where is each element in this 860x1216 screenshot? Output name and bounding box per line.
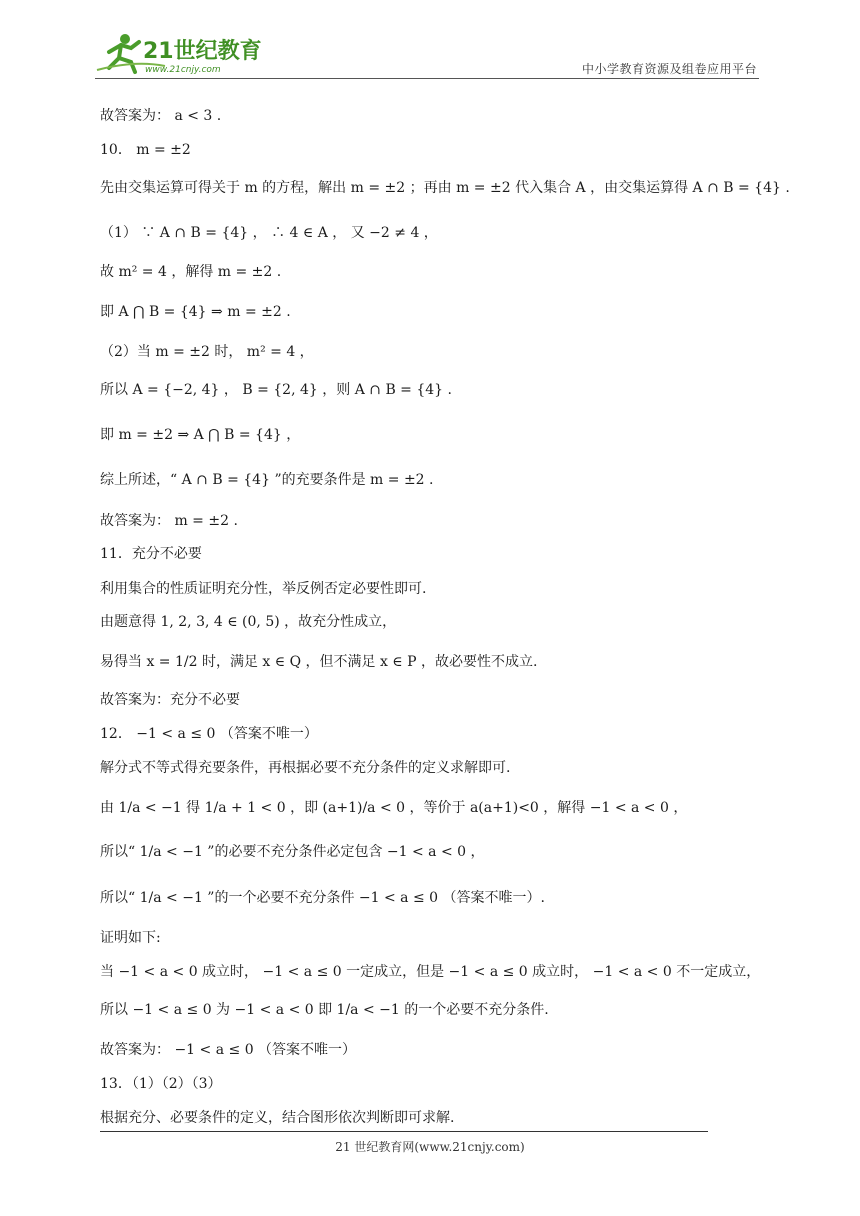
answer-line: 故答案为：充分不必要 [100,692,240,708]
answer-line: 故答案为： a < 3 . [100,108,222,124]
solution-line: 易得当 x = 1/2 时，满足 x ∈ Q ，但不满足 x ∈ P ，故必要性不成立. [100,654,538,670]
site-logo[interactable] [95,30,265,76]
solution-line: 故 m² = 4 ，解得 m = ±2 . [100,264,282,280]
solution-line: 即 m = ±2 ⇒ A ⋂ B = {4} ， [100,427,301,443]
solution-line: （1） ∵ A ∩ B = {4} ， ∴ 4 ∈ A ， 又 −2 ≠ 4 ， [100,225,438,241]
site-name: 中小学教育资源及组卷应用平台 [581,62,757,76]
question-heading: 11．充分不必要 [100,546,202,562]
solution-line: 所以“ 1/a < −1 ”的必要不充分条件必定包含 −1 < a < 0 ， [100,844,485,860]
solution-line: 解分式不等式得充要条件，再根据必要不充分条件的定义求解即可. [100,760,511,776]
page-header [95,28,759,80]
answer-line: 故答案为： −1 < a ≤ 0 （答案不唯一） [100,1042,357,1058]
question-heading: 10． m = ±2 [100,142,191,158]
solution-line: 即 A ⋂ B = {4} ⇒ m = ±2 . [100,304,291,320]
solution-line: 当 −1 < a < 0 成立时， −1 < a ≤ 0 一定成立，但是 −1 < a ≤ 0 成立时， −1 < a < 0 不一定成立， [100,964,761,980]
question-heading: 12． −1 < a ≤ 0 （答案不唯一） [100,726,318,742]
page-footer[interactable]: 21 世纪教育网(www.21cnjy.com) [335,1140,525,1154]
solution-line: 先由交集运算可得关于 m 的方程，解出 m = ±2 ；再由 m = ±2 代入集合 A ，由交集运算得 A ∩ B = {4} . [100,180,790,196]
question-heading: 13．（1）（2）（3） [100,1076,222,1092]
logo-text: 21世纪教育 [143,39,262,64]
logo-url: www.21cnjy.com [145,65,221,75]
header-divider [95,78,759,79]
solution-line: 由 1/a < −1 得 1/a + 1 < 0 ，即 (a+1)/a < 0 ，等价于 a(a+1)<0 ，解得 −1 < a < 0 ， [100,800,688,816]
solution-line: 所以 A = {−2, 4} ， B = {2, 4} ，则 A ∩ B = {4} . [100,382,452,398]
solution-line: 证明如下: [100,930,161,946]
footer-divider [100,1131,708,1132]
solution-line: 根据充分、必要条件的定义，结合图形依次判断即可求解. [100,1110,455,1126]
solution-line: 利用集合的性质证明充分性，举反例否定必要性即可. [100,581,427,597]
solution-line: 所以 −1 < a ≤ 0 为 −1 < a < 0 即 1/a < −1 的一个必要不充分条件. [100,1002,549,1018]
answer-line: 故答案为： m = ±2 . [100,513,238,529]
solution-line: 综上所述，“ A ∩ B = {4} ”的充要条件是 m = ±2 . [100,472,434,488]
solution-line: （2）当 m = ±2 时， m² = 4 ， [100,344,314,360]
runner-icon [95,30,265,76]
solution-line: 由题意得 1, 2, 3, 4 ∈ (0, 5) ，故充分性成立， [100,614,397,630]
solution-line: 所以“ 1/a < −1 ”的一个必要不充分条件 −1 < a ≤ 0 （答案不唯一）. [100,890,545,906]
